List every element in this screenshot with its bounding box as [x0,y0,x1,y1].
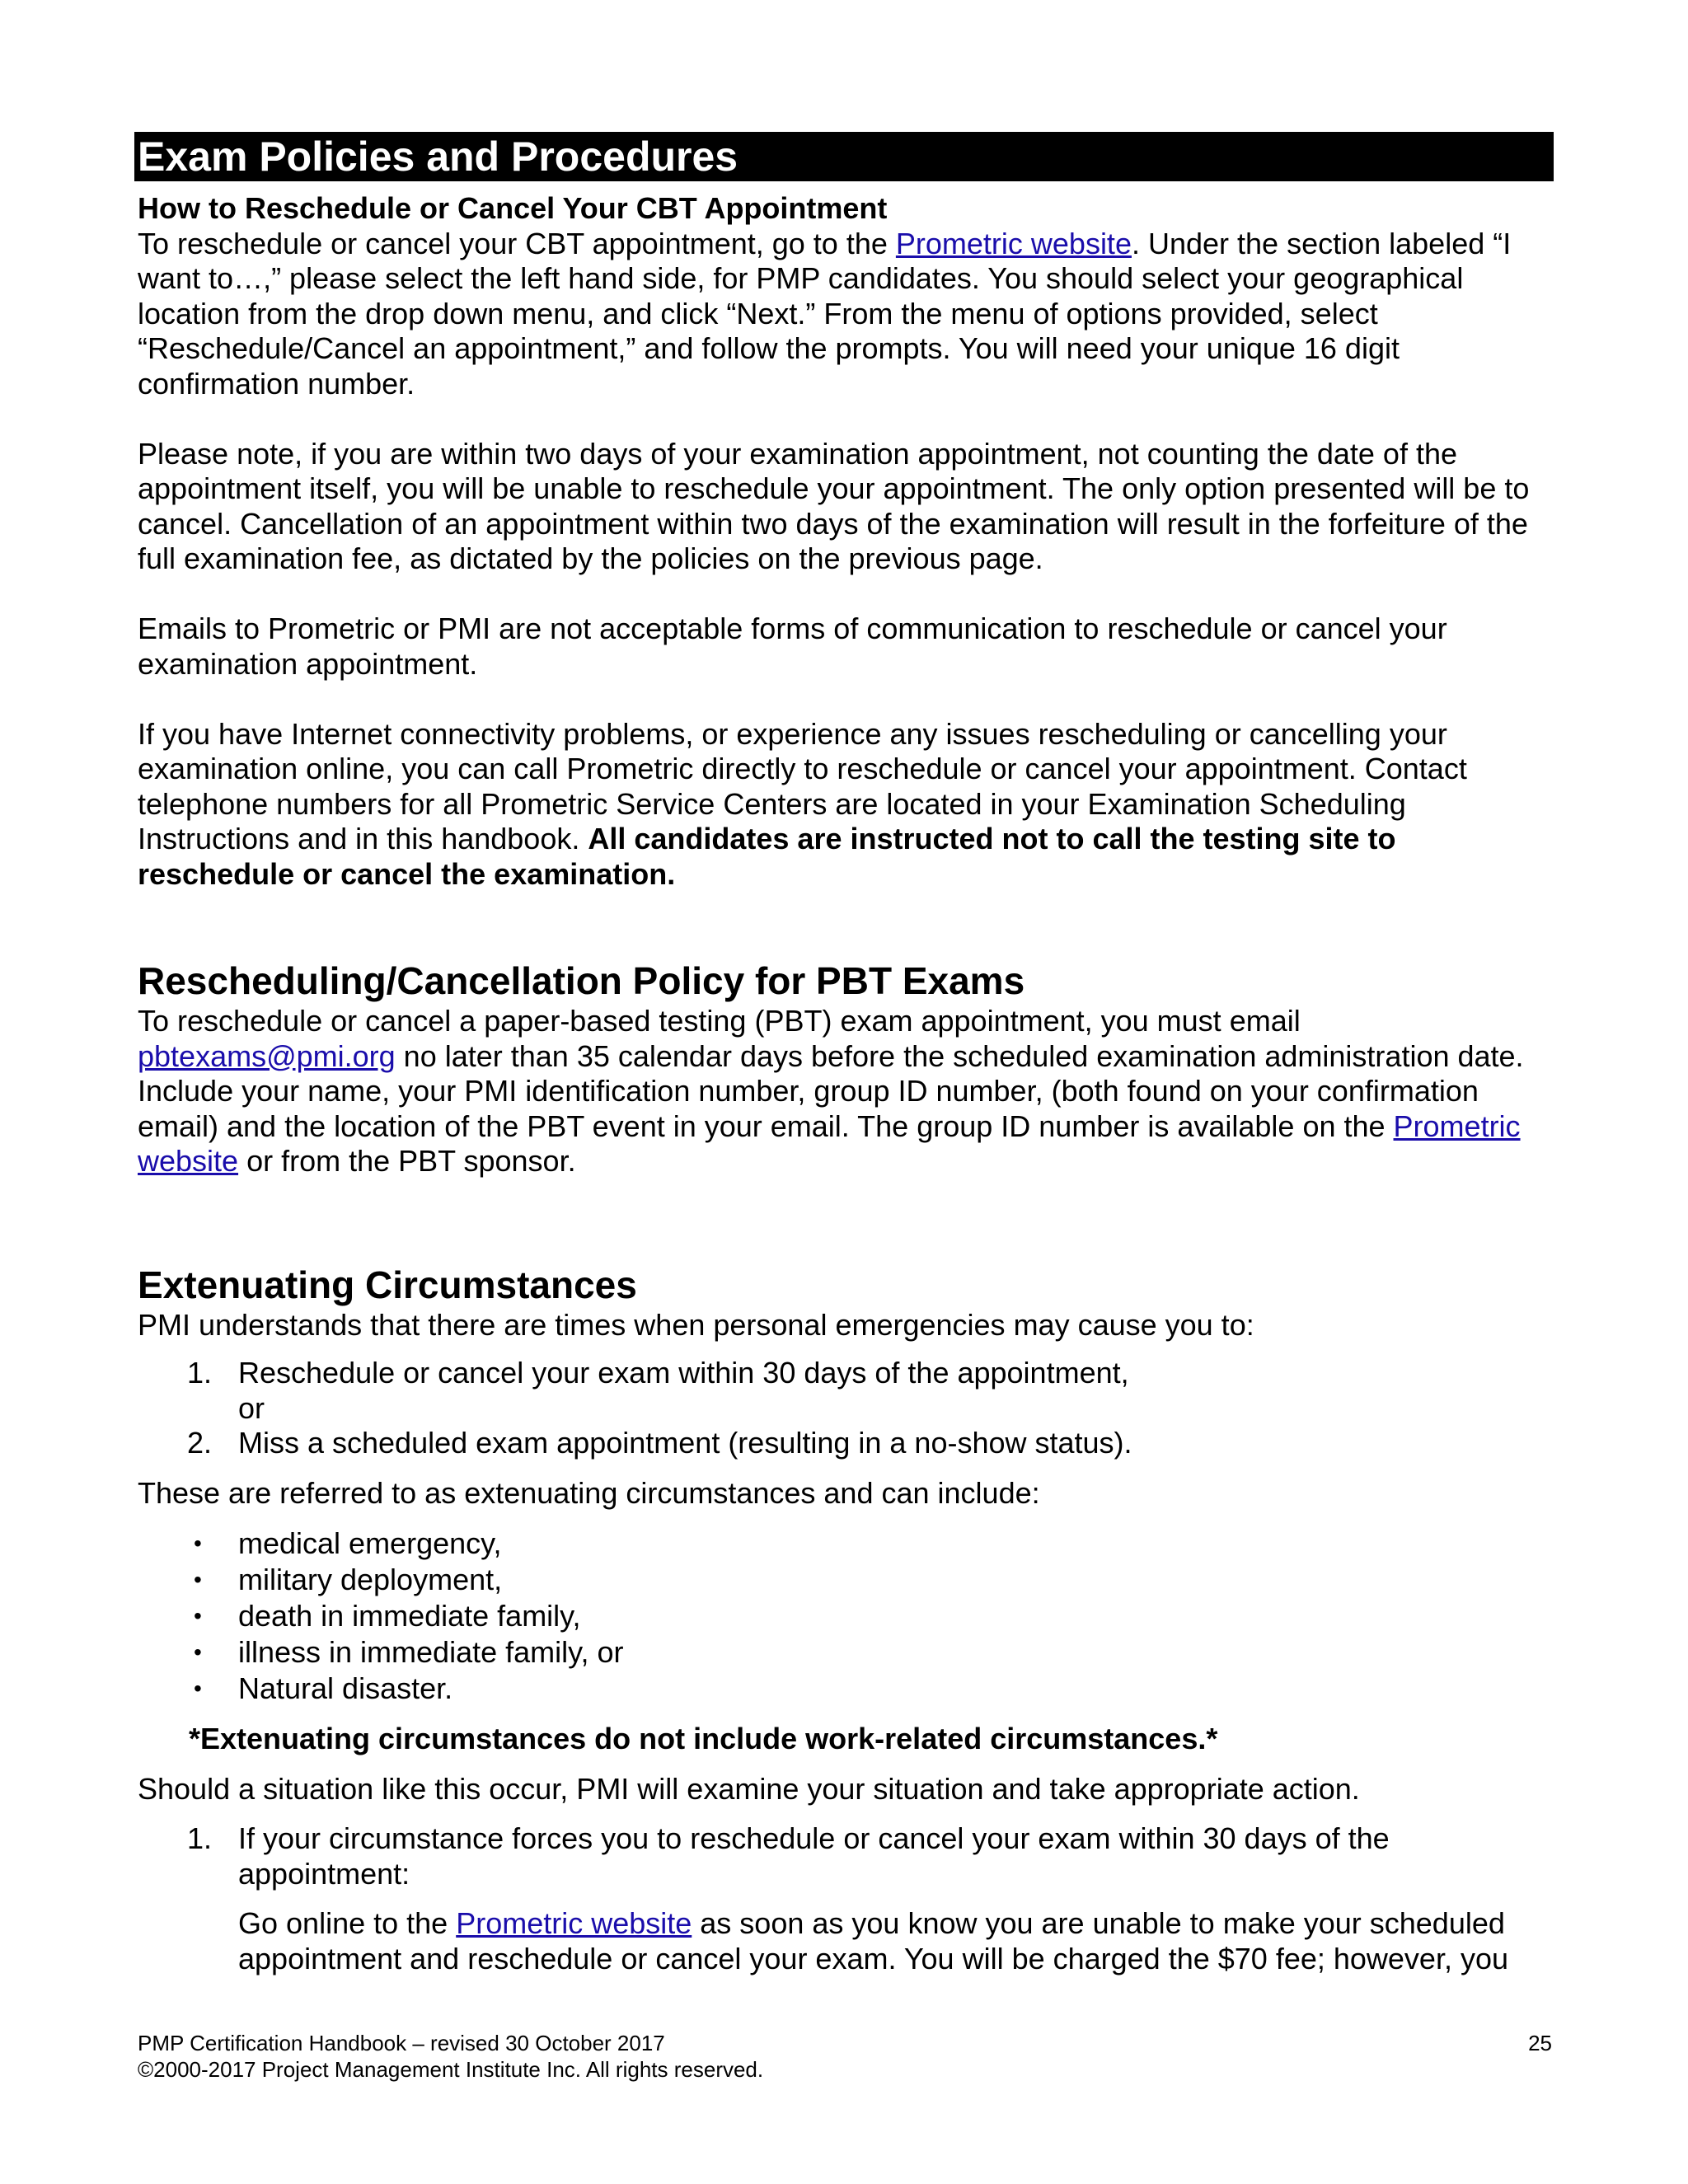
extenuating-referred: These are referred to as extenuating circumstances and can include: [138,1475,1040,1510]
list-item: • death in immediate family, [194,1599,581,1633]
footer-copyright: ©2000-2017 Project Management Institute Inc. All rights reserved. [138,2057,764,2082]
prometric-website-link-3[interactable]: Prometric website [456,1906,692,1940]
section-banner-title: Exam Policies and Procedures [134,132,1554,181]
pbt-paragraph: To reschedule or cancel a paper-based testing (PBT) exam appointment, you must email pbtexams@pmi.org no later than 35 calendar days before the scheduled examination administration date. Include your name, your PMI identification number, group ID number, (both found on your confirmation email) and the location of the PBT event in your email. The group ID number is available on the Prometric website or from the PBT sponsor. [138,1004,1524,1178]
cbt-warning-bold: All candidates are instructed not to call the testing site to reschedule or cancel the examination. [138,822,1396,891]
prometric-website-link-2[interactable]: Prometric website [138,1108,1521,1178]
extenuating-intro: PMI understands that there are times when personal emergencies may cause you to: [138,1307,1254,1342]
page-body [138,191,1555,1976]
cbt-paragraph-2: Please note, if you are within two days of your examination appointment, not counting the date of the appointment itself, you will be unable to reschedule your appointment. The only option presented will be to cancel. Cancellation of an appointment within two days of the examination will result in the forfeiture of the full examination fee, as dictated by the policies on the previous page. [138,436,1530,575]
extenuating-numbered-list [138,1356,1555,1461]
bullet-icon: • [194,1603,202,1629]
prometric-website-link[interactable]: Prometric website [895,226,1132,260]
action-numbered-list [138,1821,1555,1976]
pbt-heading: Rescheduling/Cancellation Policy for PBT Exams [138,959,1025,1002]
bullet-icon: • [194,1530,202,1556]
list-item: • military deployment, [194,1563,503,1596]
work-related-note: *Extenuating circumstances do not include work-related circumstances.* [189,1722,1218,1755]
list-item: • illness in immediate family, or [194,1635,624,1669]
extenuating-heading: Extenuating Circumstances [138,1263,637,1306]
extenuating-should: Should a situation like this occur, PMI will examine your situation and take appropriate action. [138,1771,1360,1806]
list-item: 2. Miss a scheduled exam appointment (resulting in a no-show status). [187,1426,1132,1460]
circumstance-bullet-list [138,1526,1555,1707]
cbt-paragraph-3: Emails to Prometric or PMI are not acceptable forms of communication to reschedule or cancel your examination appointment. [138,612,1447,681]
page-number: 25 [1528,2031,1552,2055]
cbt-heading: How to Reschedule or Cancel Your CBT Appointment [138,191,888,225]
page-footer [138,2030,1552,2083]
list-item: • Natural disaster. [194,1671,453,1705]
list-item: or [238,1390,265,1425]
list-item: 1. If your circumstance forces you to reschedule or cancel your exam within 30 days of the appointment: Go online to the Prometric website as soon as you know you are unable to make your scheduled appointment and reschedule or cancel your exam. You will be charged the $70 fee; however, you [138,1821,1555,1976]
pbt-email-link[interactable]: pbtexams@pmi.org [138,1038,396,1073]
list-item: • medical emergency, [194,1526,502,1560]
cbt-paragraph-4: If you have Internet connectivity problems, or experience any issues rescheduling or cancelling your examination online, you can call Prometric directly to reschedule or cancel your appointment. Contact telephone numbers for all Prometric Service Centers are located in your Examination Scheduling Instructions and in this handbook. All candidates are instructed not to call the testing site to reschedule or cancel the examination. [138,716,1467,891]
list-item-subparagraph: Go online to the Prometric website as soon as you know you are unable to make your scheduled appointment and reschedule or cancel your exam. You will be charged the $70 fee; however, you [238,1906,1509,1975]
bullet-icon: • [194,1567,202,1592]
list-item: 1. Reschedule or cancel your exam within 30 days of the appointment, [187,1356,1129,1390]
cbt-paragraph-1: To reschedule or cancel your CBT appointment, go to the Prometric website. Under the section labeled “I want to…,” please select the left hand side, for PMP candidates. You should select your geographical location from the drop down menu, and click “Next.” From the menu of options provided, select “Reschedule/Cancel an appointment,” and follow the prompts. You will need your unique 16 digit confirmation number. [138,226,1512,401]
bullet-icon: • [194,1639,202,1665]
bullet-icon: • [194,1675,202,1701]
footer-handbook-revision: PMP Certification Handbook – revised 30 October 2017 [138,2031,665,2055]
